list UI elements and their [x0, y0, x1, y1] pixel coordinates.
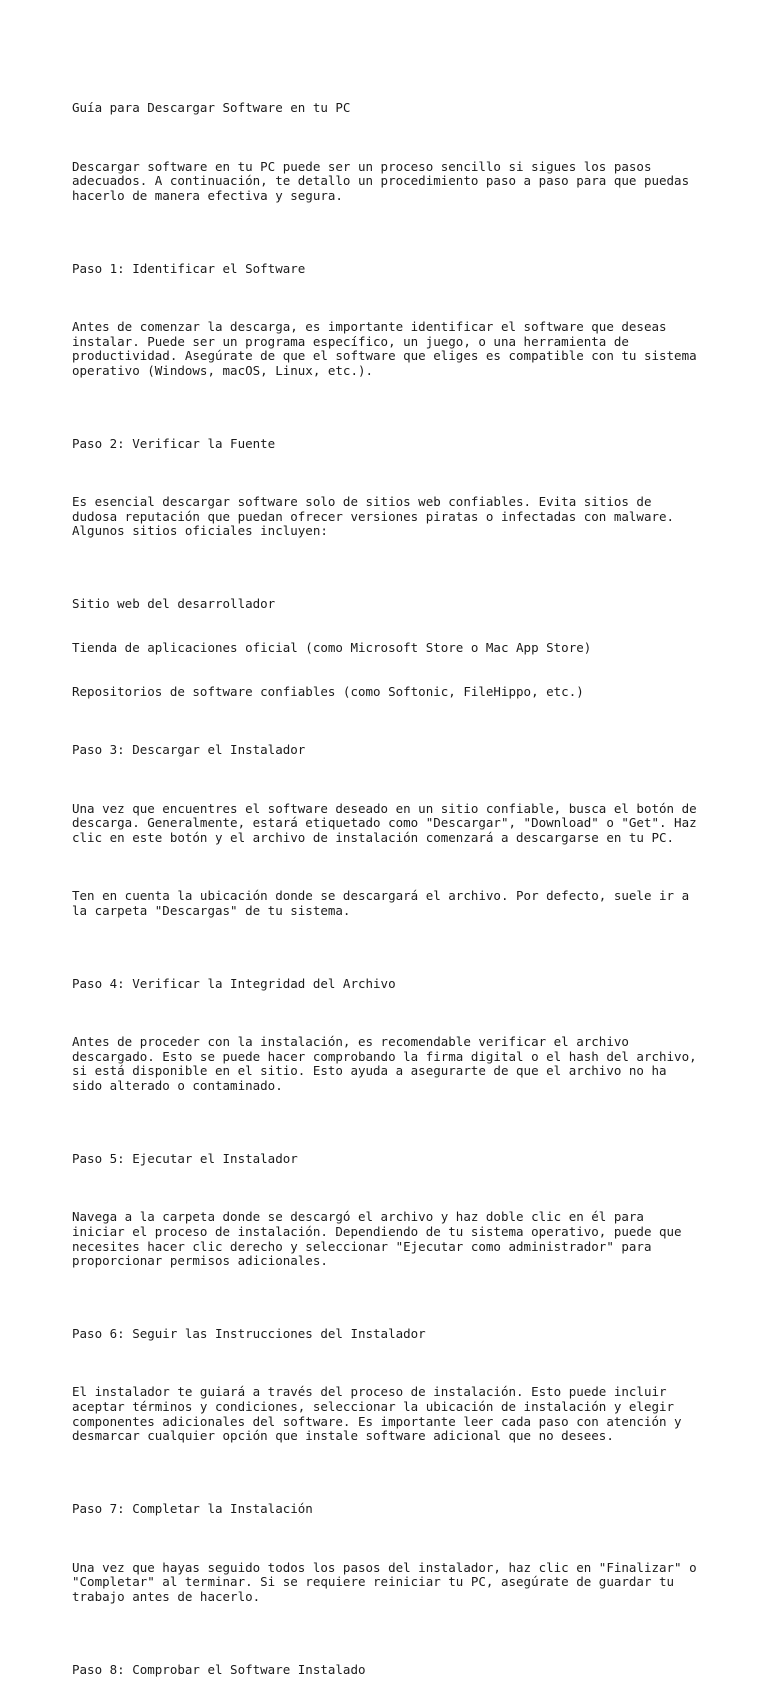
step-4-heading: Paso 4: Verificar la Integridad del Archivo — [72, 975, 396, 991]
step-3-body-2: Ten en cuenta la ubicación donde se descargará el archivo. Por defecto, suele ir a la carpeta "Descargas" de tu sistema. — [72, 888, 690, 918]
step-3-body: Una vez que encuentres el software deseado en un sitio confiable, busca el botón de descarga. Generalmente, estará etiquetado como "Descargar", "Download" o "Get". Haz clic en este botón y el archivo de instalación comenzará a descargarse en tu PC. — [72, 800, 697, 845]
step-5-body: Navega a la carpeta donde se descargó el archivo y haz doble clic en él para iniciar el proceso de instalación. Dependiendo de tu sistema operativo, puede que necesites hacer clic derecho y seleccionar "Ejecutar como administrador" para proporcionar permisos adicionales. — [72, 1209, 682, 1269]
list-item: Tienda de aplicaciones oficial (como Microsoft Store o Mac App Store) — [72, 640, 592, 656]
step-5-heading: Paso 5: Ejecutar el Instalador — [72, 1150, 298, 1166]
step-8-heading: Paso 8: Comprobar el Software Instalado — [72, 1661, 366, 1677]
list-item: Sitio web del desarrollador — [72, 596, 276, 612]
step-6-body: El instalador te guiará a través del proceso de instalación. Esto puede incluir aceptar términos y condiciones, seleccionar la ubicación de instalación y elegir componentes adicionales del software. Es importante leer cada paso con atención y desmarcar cualquier opción que instale software adicional que no desees. — [72, 1384, 682, 1444]
step-1-heading: Paso 1: Identificar el Software — [72, 260, 306, 276]
step-2-heading: Paso 2: Verificar la Fuente — [72, 435, 276, 451]
step-6-heading: Paso 6: Seguir las Instrucciones del Instalador — [72, 1326, 426, 1342]
step-3-heading: Paso 3: Descargar el Instalador — [72, 742, 306, 758]
step-7-heading: Paso 7: Completar la Instalación — [72, 1501, 313, 1517]
step-2-body: Es esencial descargar software solo de sitios web confiables. Evita sitios de dudosa reputación que puedan ofrecer versiones piratas o infectadas con malware. Algunos sitios oficiales incluyen: — [72, 494, 675, 539]
step-1-body: Antes de comenzar la descarga, es importante identificar el software que deseas instalar. Puede ser un programa específico, un juego, o una herramienta de productividad. Asegúrate de que el software que eliges es compatible con tu sistema operativo (Windows, macOS, Linux, etc.). — [72, 319, 697, 378]
step-4-body: Antes de proceder con la instalación, es recomendable verificar el archivo descargado. Esto se puede hacer comprobando la firma digital o el hash del archivo, si está disponible en el sitio. Esto ayuda a asegurarte de que el archivo no ha sido alterado o contaminado. — [72, 1034, 697, 1093]
intro-paragraph: Descargar software en tu PC puede ser un proceso sencillo si sigues los pasos adecuados. A continuación, te detallo un procedimiento paso a paso para que puedas hacerlo de manera efectiva y segura. — [72, 158, 690, 203]
document-page — [72, 72, 712, 1692]
document-title: Guía para Descargar Software en tu PC — [72, 100, 351, 116]
step-7-body: Una vez que hayas seguido todos los pasos del instalador, haz clic en "Finalizar" o "Completar" al terminar. Si se requiere reiniciar tu PC, asegúrate de guardar tu trabajo antes de hacerlo. — [72, 1559, 697, 1604]
list-item: Repositorios de software confiables (como Softonic, FileHippo, etc.) — [72, 683, 584, 699]
